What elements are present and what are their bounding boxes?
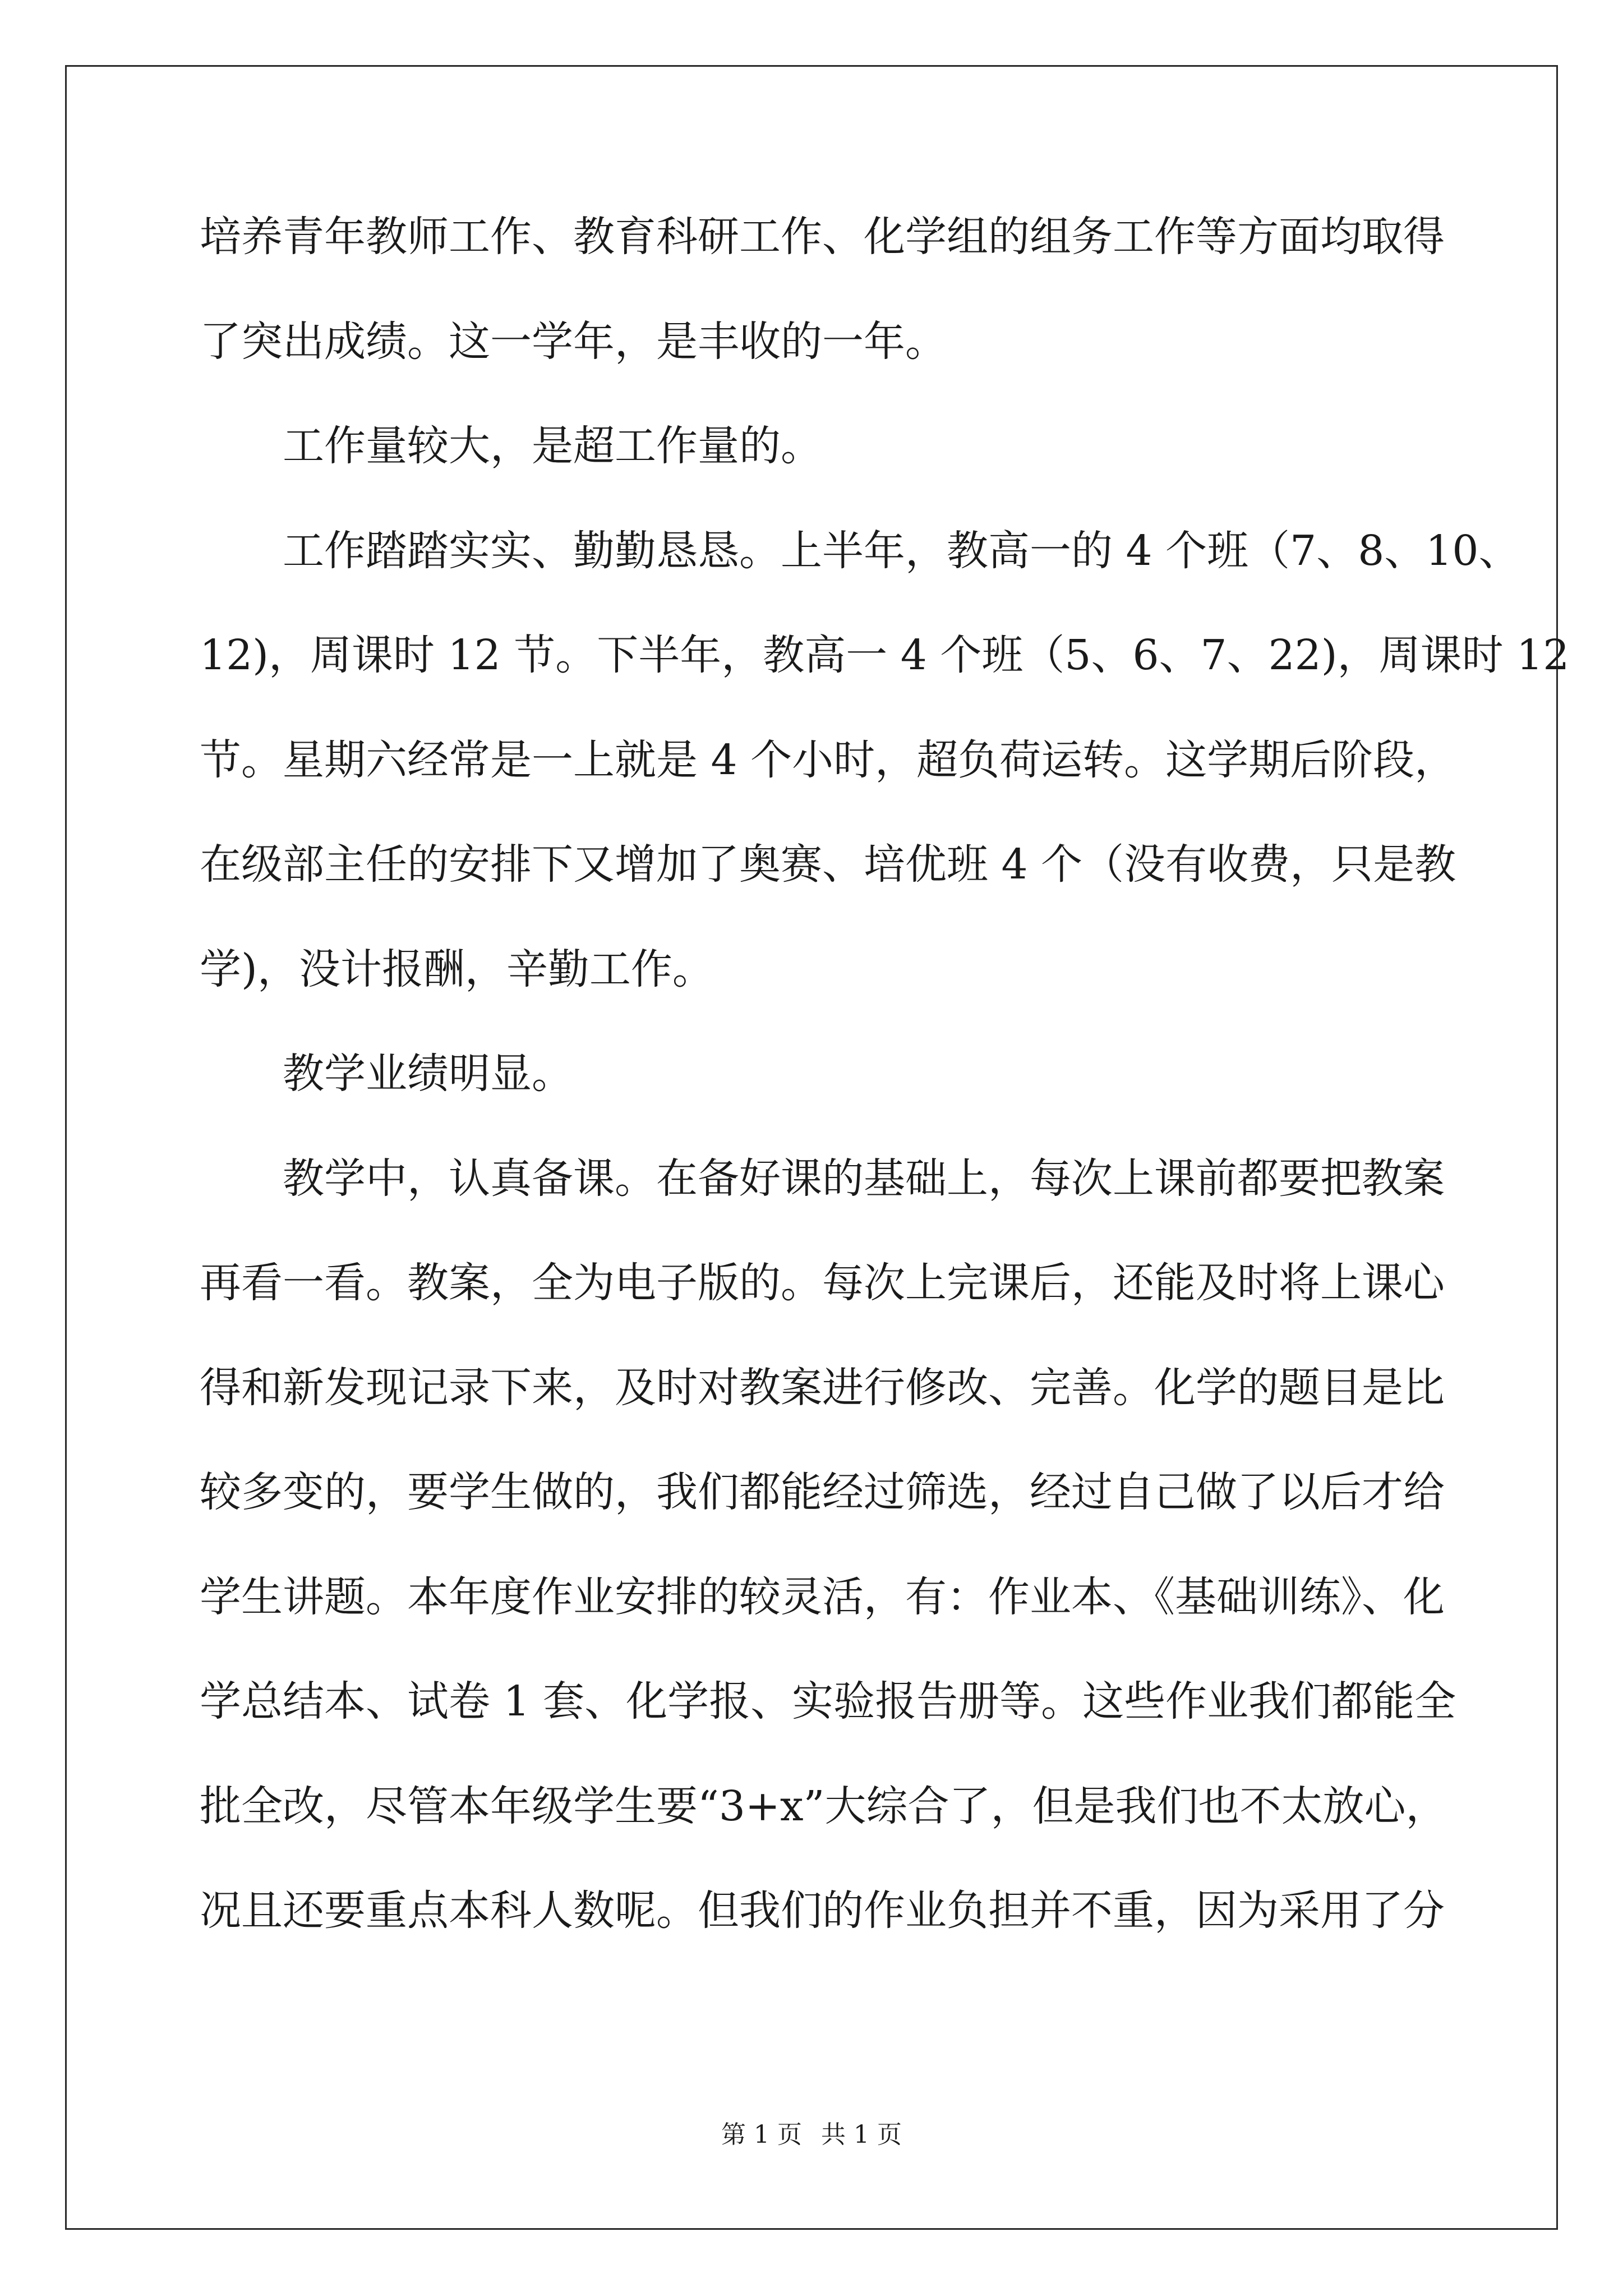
text-line-10: 教学中，认真备课。在备好课的基础上，每次上课前都要把教案: [283, 1154, 1445, 1203]
page-footer: [0, 2120, 1623, 2150]
text-line-9: 教学业绩明显。: [283, 1050, 573, 1098]
text-line-14: 学生讲题。本年度作业安排的较灵活，有：作业本、《基础训练》、化: [200, 1572, 1445, 1621]
text-line-17: 况且还要重点本科人数呢。但我们的作业负担并不重，因为采用了分: [200, 1887, 1445, 1935]
page-total: 共 1 页: [821, 2120, 902, 2149]
document-body: [200, 213, 1570, 1995]
page-number: 第 1 页: [721, 2120, 802, 2149]
text-line-2: 了突出成绩。这一学年，是丰收的一年。: [200, 317, 947, 366]
text-line-16: 批全改，尽管本年级学生要“3+x”大综合了，但是我们也不太放心，: [200, 1782, 1447, 1830]
text-line-4: 工作踏踏实实、勤勤恳恳。上半年，教高一的 4 个班（7、8、10、: [283, 526, 1520, 575]
text-line-15: 学总结本、试卷 1 套、化学报、实验报告册等。这些作业我们都能全: [200, 1677, 1456, 1726]
text-line-11: 再看一看。教案，全为电子版的。每次上完课后，还能及时将上课心: [200, 1259, 1445, 1307]
text-line-5: 12)，周课时 12 节。下半年，教高一 4 个班（5、6、7、22)，周课时 12: [200, 631, 1570, 679]
text-line-3: 工作量较大，是超工作量的。: [283, 422, 822, 470]
text-line-7: 在级部主任的安排下又增加了奥赛、培优班 4 个（没有收费，只是教: [200, 840, 1456, 889]
text-line-12: 得和新发现记录下来，及时对教案进行修改、完善。化学的题目是比: [200, 1363, 1445, 1412]
text-line-8: 学)，没计报酬，辛勤工作。: [200, 945, 714, 993]
text-line-13: 较多变的，要学生做的，我们都能经过筛选，经过自己做了以后才给: [200, 1468, 1445, 1516]
text-line-1: 培养青年教师工作、教育科研工作、化学组的组务工作等方面均取得: [200, 213, 1445, 261]
text-line-6: 节。星期六经常是一上就是 4 个小时，超负荷运转。这学期后阶段，: [200, 735, 1456, 784]
